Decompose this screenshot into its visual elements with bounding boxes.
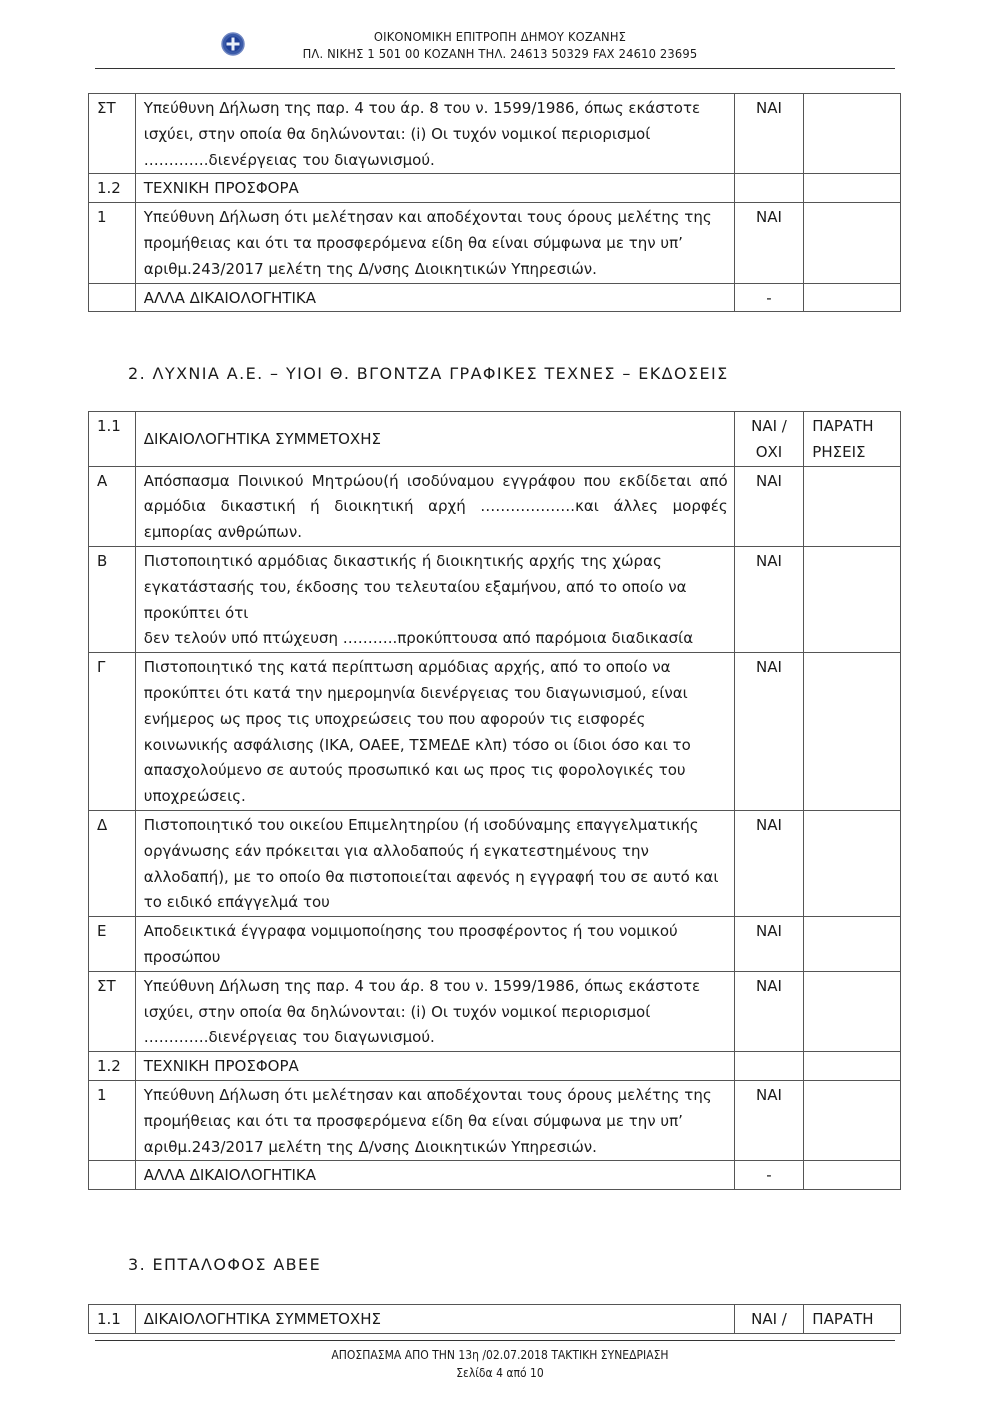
header-remarks-line2: ΡΗΣΕΙΣ [812,442,866,461]
row-code: ΣΤ [89,94,136,174]
table-section3 [88,1304,901,1334]
row-remarks [804,466,901,546]
row-remarks [804,203,901,283]
row-text: ΑΛΛΑ ΔΙΚΑΙΟΛΟΓΗΤΙΚΑ [135,283,734,312]
row-remarks [804,1161,901,1190]
row-answer: - [734,1161,804,1190]
row-code: 1.2 [89,1052,136,1081]
table-row [89,174,901,203]
row-text: Υπεύθυνη Δήλωση ότι μελέτησαν και αποδέχονται τους όρους μελέτης της προμήθειας και ότι τα προσφερόμενα είδη θα είναι σύμφωνα με την υπ’ αριθμ.243/2017 μελέτη της Δ/νσης Διοικητικών Υπηρεσιών. [135,1080,734,1160]
row-text: Πιστοποιητικό της κατά περίπτωση αρμόδιας αρχής, από το οποίο να προκύπτει ότι κατά την ημερομηνία διενέργειας του διαγωνισμού, είναι ενήμερος ως προς τις υποχρεώσεις του που αφορούν τις εισφορές κοινωνικής ασφάλισης (ΙΚΑ, ΟΑΕΕ, ΤΣΜΕΔΕ κλπ) τόσο οι ίδιοι όσο και το απασχολούμενο σε αυτούς προσωπικό και ως προς τις φορολογικές του υποχρεώσεις. [135,653,734,811]
row-answer: ΝΑΙ [734,203,804,283]
row-code: 1 [89,1080,136,1160]
row-text: ΤΕΧΝΙΚΗ ΠΡΟΣΦΟΡΑ [135,1052,734,1081]
row-answer [734,1052,804,1081]
header-answer-line2: ΟΧΙ [755,442,783,461]
header-address: ΠΛ. ΝΙΚΗΣ 1 501 00 ΚΟΖΑΝΗ ΤΗΛ. 24613 50329 FAX 24610 23695 [302,46,698,61]
row-answer: ΝΑΙ [734,466,804,546]
header-remarks: ΠΑΡΑΤΗ [804,1305,901,1334]
row-text: ΤΕΧΝΙΚΗ ΠΡΟΣΦΟΡΑ [135,174,734,203]
table-row [89,283,901,312]
row-code: 1 [89,203,136,283]
table-row [89,546,901,652]
header-text: ΔΙΚΑΙΟΛΟΓΗΤΙΚΑ ΣΥΜΜΕΤΟΧΗΣ [135,412,734,467]
row-remarks [804,283,901,312]
table-header-row [89,1305,901,1334]
row-text: Απόσπασμα Ποινικού Μητρώου(ή ισοδύναμου εγγράφου που εκδίδεται από αρμόδια δικαστική ή διοικητική αρχή ……………….και άλλες μορφές εμπορίας ανθρώπων. [135,466,734,546]
header-divider [95,68,895,69]
header-code: 1.1 [89,412,136,467]
row-code [89,283,136,312]
row-answer: ΝΑΙ [734,546,804,652]
row-code: Ε [89,917,136,972]
row-code: Δ [89,810,136,916]
row-answer: ΝΑΙ [734,917,804,972]
row-text: Αποδεικτικά έγγραφα νομιμοποίησης του προσφέροντος ή του νομικού προσώπου [135,917,734,972]
header-text: ΔΙΚΑΙΟΛΟΓΗΤΙΚΑ ΣΥΜΜΕΤΟΧΗΣ [135,1305,734,1334]
table-row [89,653,901,811]
header-organization: ΟΙΚΟΝΟΜΙΚΗ ΕΠΙΤΡΟΠΗ ΔΗΜΟΥ ΚΟΖΑΝΗΣ [373,29,627,44]
row-answer: ΝΑΙ [734,1080,804,1160]
row-code: ΣΤ [89,971,136,1051]
table-row [89,917,901,972]
row-answer: ΝΑΙ [734,810,804,916]
footer-page-number: Σελίδα 4 από 10 [456,1366,544,1380]
row-text: Υπεύθυνη Δήλωση της παρ. 4 του άρ. 8 του ν. 1599/1986, όπως εκάστοτε ισχύει, στην οποία θα δηλώνονται: (i) Οι τυχόν νομικοί περιορισμοί ………….διενέργειας του διαγωνισμού. [135,94,734,174]
table-section1-continued [88,93,901,312]
row-remarks [804,1080,901,1160]
row-remarks [804,653,901,811]
header-remarks-line1: ΠΑΡΑΤΗ [812,417,874,435]
row-answer: ΝΑΙ [734,94,804,174]
section-3-title: 3. ΕΠΤΑΛΟΦΟΣ ΑΒΕΕ [128,1255,322,1274]
row-remarks [804,917,901,972]
table-row [89,1080,901,1160]
table-row [89,466,901,546]
row-code: Α [89,466,136,546]
row-code: Β [89,546,136,652]
row-answer: - [734,283,804,312]
row-remarks [804,810,901,916]
table-row [89,1161,901,1190]
row-text: Υπεύθυνη Δήλωση ότι μελέτησαν και αποδέχονται τους όρους μελέτης της προμήθειας και ότι τα προσφερόμενα είδη θα είναι σύμφωνα με την υπ’ αριθμ.243/2017 μελέτη της Δ/νσης Διοικητικών Υπηρεσιών. [135,203,734,283]
row-code [89,1161,136,1190]
header-code: 1.1 [89,1305,136,1334]
table-section2 [88,411,901,1190]
table-row [89,1052,901,1081]
header-answer: ΝΑΙ / [734,1305,804,1334]
table-row [89,810,901,916]
row-text: ΑΛΛΑ ΔΙΚΑΙΟΛΟΓΗΤΙΚΑ [135,1161,734,1190]
table-row [89,94,901,174]
row-code: Γ [89,653,136,811]
document-footer [0,1346,1000,1382]
row-text: Πιστοποιητικό αρμόδιας δικαστικής ή διοικητικής αρχής της χώρας εγκατάστασής του, έκδοσης του τελευταίου εξαμήνου, από το οποίο να προκύπτει ότι δεν τελούν υπό πτώχευση ………..προκύπτουσα από παρόμοια διαδικασία [135,546,734,652]
section-2-title: 2. ΛΥΧΝΙΑ Α.Ε. – ΥΙΟΙ Θ. ΒΓΟΝΤΖΑ ΓΡΑΦΙΚΕΣ ΤΕΧΝΕΣ – ΕΚΔΟΣΕΙΣ [128,364,729,383]
footer-meeting-reference: ΑΠΟΣΠΑΣΜΑ ΑΠΟ ΤΗΝ 13η /02.07.2018 ΤΑΚΤΙΚΗ ΣΥΝΕΔΡΙΑΣΗ [331,1348,669,1362]
row-remarks [804,971,901,1051]
row-answer [734,174,804,203]
footer-divider [95,1340,895,1341]
header-answer [734,412,804,467]
header-answer-line1: ΝΑΙ / [751,417,787,435]
header-remarks [804,412,901,467]
row-text: Πιστοποιητικό του οικείου Επιμελητηρίου (ή ισοδύναμης επαγγελματικής οργάνωσης εάν πρόκειται για αλλοδαπούς ή εγκατεστημένους την αλλοδαπή), με το οποίο θα πιστοποιείται αφενός η εγγραφή του σε αυτό και το ειδικό επάγγελμά του [135,810,734,916]
row-remarks [804,546,901,652]
row-remarks [804,1052,901,1081]
table-row [89,203,901,283]
row-answer: ΝΑΙ [734,653,804,811]
table-row [89,971,901,1051]
row-remarks [804,174,901,203]
table-header-row [89,412,901,467]
row-answer: ΝΑΙ [734,971,804,1051]
row-code: 1.2 [89,174,136,203]
row-text: Υπεύθυνη Δήλωση της παρ. 4 του άρ. 8 του ν. 1599/1986, όπως εκάστοτε ισχύει, στην οποία θα δηλώνονται: (i) Οι τυχόν νομικοί περιορισμοί ………….διενέργειας του διαγωνισμού. [135,971,734,1051]
document-header [0,28,1000,62]
row-remarks [804,94,901,174]
